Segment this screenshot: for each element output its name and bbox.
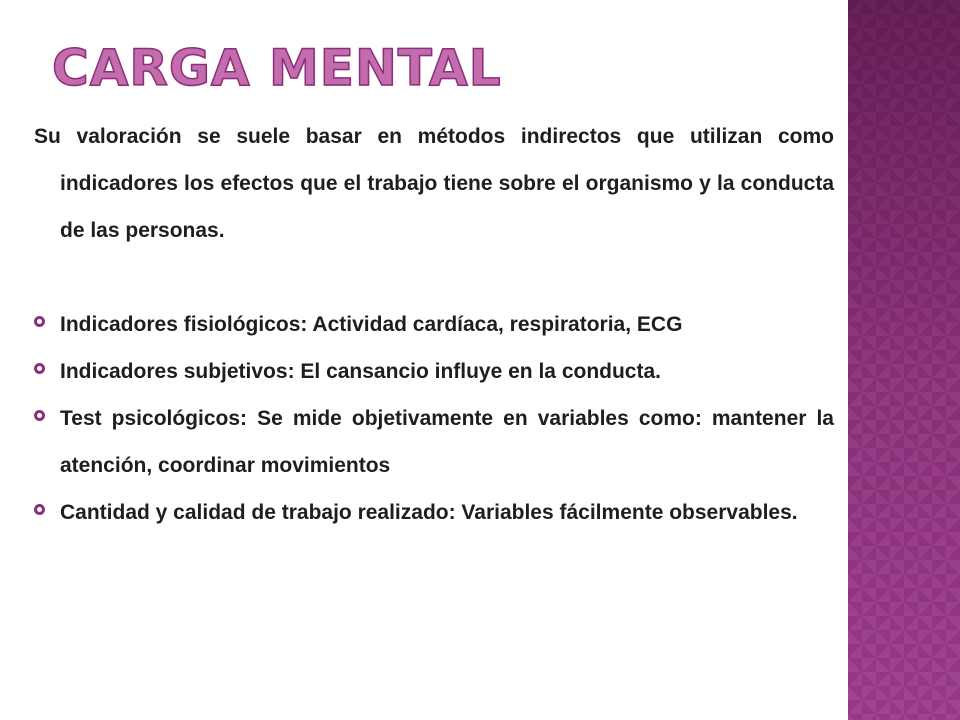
ring-bullet-icon: [34, 410, 45, 421]
decorative-side-band: [848, 0, 960, 720]
ring-bullet-icon: [34, 363, 45, 374]
slide-body: [34, 113, 834, 536]
bullet-list: [34, 301, 834, 536]
bullet-text: Test psicológicos: Se mide objetivamente en variables como: mantener la atención, coordinar movimientos: [60, 407, 834, 477]
ring-bullet-icon: [34, 316, 45, 327]
bullet-text: Cantidad y calidad de trabajo realizado: Variables fácilmente observables.: [60, 501, 798, 524]
bullet-item-indicadores-subjetivos: [34, 348, 834, 395]
bullet-item-cantidad-calidad: [34, 489, 834, 536]
ring-bullet-icon: [34, 504, 45, 515]
bullet-text: Indicadores fisiológicos: Actividad cardíaca, respiratoria, ECG: [60, 313, 683, 336]
bullet-item-test-psicologicos: [34, 395, 834, 489]
intro-paragraph: Su valoración se suele basar en métodos indirectos que utilizan como indicadores los efectos que el trabajo tiene sobre el organismo y la conducta de las personas.: [34, 125, 834, 242]
slide-title: CARGA MENTAL: [52, 39, 502, 97]
bullet-item-indicadores-fisiologicos: [34, 301, 834, 348]
bullet-text: Indicadores subjetivos: El cansancio influye en la conducta.: [60, 360, 661, 383]
paragraph-spacer: [34, 254, 834, 301]
